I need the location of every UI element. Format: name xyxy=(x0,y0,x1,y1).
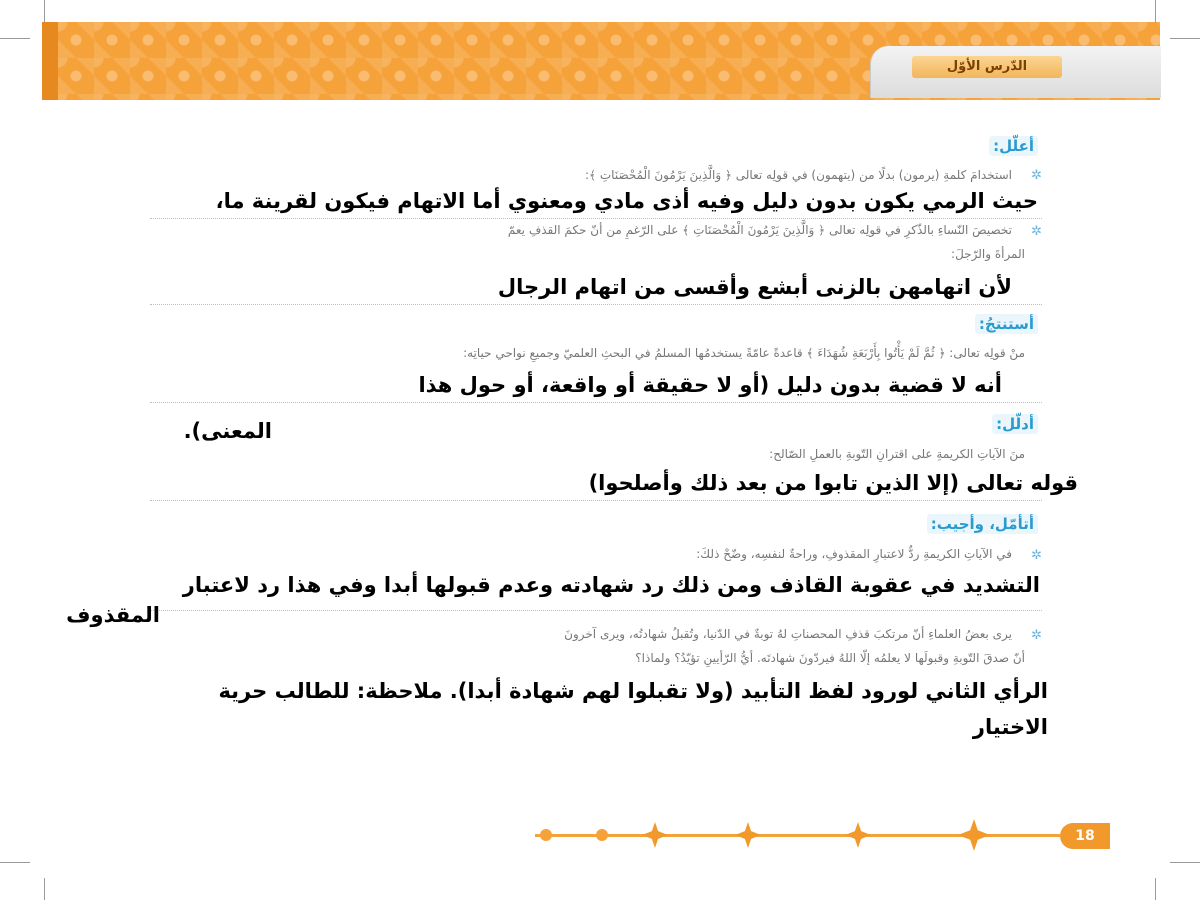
book-question: منَ الآياتِ الكريمةِ على اقترانِ التّوبةِ بالعملِ الصّالح: xyxy=(769,447,1025,461)
section-heading-conclude: أستنتجُ: xyxy=(975,314,1038,334)
answer-line xyxy=(150,402,1042,403)
footer-star xyxy=(642,822,668,848)
banner-edge xyxy=(42,22,58,100)
book-question: في الآياتِ الكريمةِ ردٌّ لاعتبارِ المقذوفِ، وراحةٌ لنفسِه، وضّحْ ذلكَ: xyxy=(696,547,1012,561)
book-question: تخصيصَ النّساءِ بالذّكرِ في قولِه تعالى ﴿ وَالَّذِينَ يَرْمُونَ الْمُحْصَنَاتِ ﴾ على الرّغمِ من أنّ حكمَ القذفِ يعمّ xyxy=(507,223,1012,237)
answer-text: أنه لا قضية بدون دليل (أو لا حقيقة أو واقعة، أو حول هذا xyxy=(418,373,1002,397)
answer-text: التشديد في عقوبة القاذف ومن ذلك رد شهادته وعدم قبولها أبدا وفي هذا رد لاعتبار xyxy=(182,573,1040,597)
answer-text: حيث الرمي يكون بدون دليل وفيه أذى مادي ومعنوي أما الاتهام فيكون لقرينة ما، xyxy=(215,189,1038,213)
answer-text: الاختيار xyxy=(972,715,1048,739)
answer-line xyxy=(150,218,1042,219)
crop-mark xyxy=(1155,878,1156,900)
answer-text: الرأي الثاني لورود لفظ التأبيد (ولا تقبلوا لهم شهادة أبدا). ملاحظة: للطالب حرية xyxy=(218,679,1048,703)
star-bullet-icon: ✲ xyxy=(1031,224,1042,239)
crop-mark xyxy=(0,38,30,39)
book-question: استخدامَ كلمةِ (يرمون) بدلًا من (يتهمون) في قولِه تعالى ﴿ وَالَّذِينَ يَرْمُونَ الْمُحْصَنَاتِ ﴾: xyxy=(584,168,1012,182)
section-heading-reflect: أعلّل: xyxy=(989,136,1038,156)
crop-mark xyxy=(0,862,30,863)
crop-mark xyxy=(44,878,45,900)
star-bullet-icon: ✲ xyxy=(1031,168,1042,183)
lesson-label: الدّرس الأوّل xyxy=(912,56,1062,78)
section-heading-prove: أدلّل: xyxy=(992,414,1038,434)
book-question: يرى بعضُ العلماءِ أنّ مرتكبَ قذفِ المحصناتِ لهُ توبةٌ في الدّنيا، وتُقبلُ شهادتُه، ويرى آخرونَ xyxy=(564,627,1012,641)
book-question: منْ قولِه تعالى: ﴿ ثُمَّ لَمْ يَأْتُوا بِأَرْبَعَةِ شُهَدَاءَ ﴾ قاعدةً عامّةً يستخدمُها المسلمُ في البحثِ العلميّ وجميعِ نواحي حياتِه: xyxy=(463,346,1025,360)
crop-mark xyxy=(1170,862,1200,863)
section-heading-think: أتأمّل، وأجيب: xyxy=(927,514,1038,534)
answer-line xyxy=(150,610,1042,611)
answer-text: المقذوف xyxy=(66,603,160,627)
answer-line xyxy=(150,500,1042,501)
book-question-continued: المرأةَ والرّجلَ: xyxy=(951,247,1025,261)
crop-mark xyxy=(44,0,45,22)
answer-text: لأن اتهامهن بالزنى أبشع وأقسى من اتهام الرجال xyxy=(497,275,1012,299)
footer-star xyxy=(735,822,761,848)
footer-dot xyxy=(540,829,552,841)
book-question-continued: أنّ صدقَ التّوبةِ وقبولَها لا يعلمُه إلّا اللهُ فيردّونَ شهادتَه. أيُّ الرّأيينِ تؤيّدُ؟ ولماذا؟ xyxy=(635,651,1025,665)
footer-dot xyxy=(596,829,608,841)
footer-star xyxy=(958,819,990,851)
star-bullet-icon: ✲ xyxy=(1031,548,1042,563)
crop-mark xyxy=(1170,38,1200,39)
star-bullet-icon: ✲ xyxy=(1031,628,1042,643)
answer-text: قوله تعالى (إلا الذين تابوا من بعد ذلك وأصلحوا) xyxy=(588,471,1078,495)
answer-text: المعنى). xyxy=(183,419,272,443)
crop-mark xyxy=(1155,0,1156,22)
page-number: 18 xyxy=(1060,823,1110,849)
answer-line xyxy=(150,304,1042,305)
footer-star xyxy=(845,822,871,848)
